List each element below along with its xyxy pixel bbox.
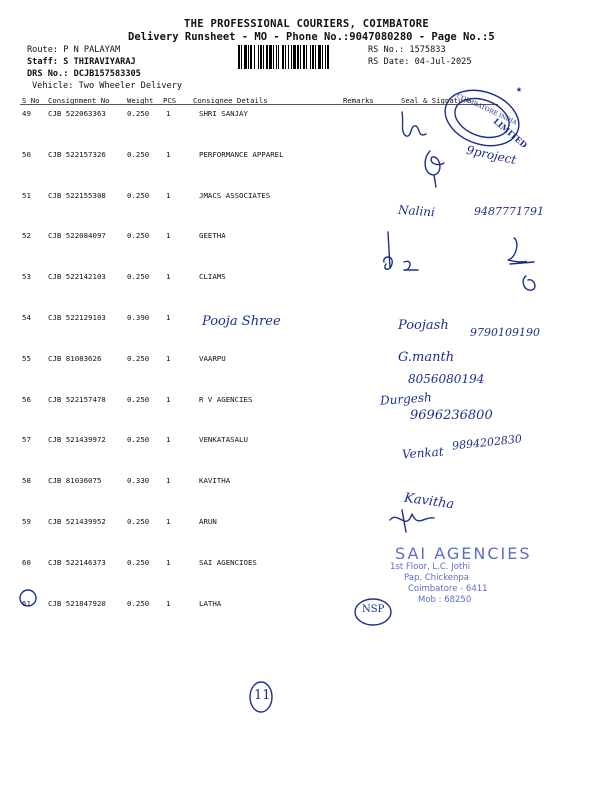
document-title: THE PROFESSIONAL COURIERS, COIMBATORE — [184, 18, 429, 30]
row-weight: 0.250 — [127, 354, 150, 363]
barcode-bar — [282, 45, 284, 69]
barcode-bar — [327, 45, 329, 69]
row-consignment-no: CJB 521439952 — [48, 517, 106, 526]
barcode-bar — [278, 45, 279, 69]
barcode-bar — [244, 45, 247, 69]
barcode-bar — [318, 45, 321, 69]
row-sno: 53 — [22, 272, 31, 281]
row-consignment-no: CJB 522155308 — [48, 191, 106, 200]
row-weight: 0.250 — [127, 435, 150, 444]
row-consignment-no: CJB 522129103 — [48, 313, 106, 322]
barcode-bar — [325, 45, 326, 69]
row-pcs: 1 — [166, 109, 171, 118]
sai-stamp-line3: Coimbatore - 6411 — [408, 584, 488, 594]
row-weight: 0.250 — [127, 231, 150, 240]
sai-stamp-line1: 1st Floor, L.C. Jothi — [390, 562, 470, 572]
vehicle-line — [32, 81, 182, 91]
barcode-bar — [273, 45, 274, 69]
barcode-bar — [276, 45, 277, 69]
sai-stamp-line4: Mob : 68250 — [418, 595, 472, 605]
col-weight: Weight — [127, 96, 154, 105]
row-sno: 57 — [22, 435, 31, 444]
row-consignment-no: CJB 522146373 — [48, 558, 106, 567]
drs-label: DRS No.: — [27, 69, 69, 79]
barcode-bar — [254, 45, 255, 69]
row-consignment-no: CJB 522084097 — [48, 231, 106, 240]
barcode-bar — [241, 45, 242, 69]
handwriting-row51-name: Nalini — [397, 202, 436, 220]
row-consignee: CLIAMS — [199, 272, 226, 281]
row-weight: 0.250 — [127, 191, 150, 200]
handwriting-row54-phone: 9790109190 — [470, 326, 540, 339]
row-weight: 0.250 — [127, 558, 150, 567]
vehicle-value: Two Wheeler Delivery — [78, 81, 183, 91]
drs-value: DCJB157583305 — [73, 69, 141, 79]
barcode-bar — [285, 45, 286, 69]
row-consignee: SHRI SANJAY — [199, 109, 248, 118]
col-consignee: Consignee Details — [193, 96, 268, 105]
header-divider — [20, 104, 498, 105]
row-pcs: 1 — [166, 272, 171, 281]
round-stamp-ltd: LIMITED — [491, 116, 530, 150]
barcode-bar — [312, 45, 314, 69]
row-sno: 49 — [22, 109, 31, 118]
row-weight: 0.250 — [127, 599, 150, 608]
route-value: P N PALAYAM — [63, 45, 121, 55]
row-sno: 55 — [22, 354, 31, 363]
barcode-bar — [288, 45, 289, 69]
barcode-bar — [248, 45, 249, 69]
col-consignment: Consignment No — [48, 96, 110, 105]
handwriting-row50: 9project — [465, 142, 518, 168]
row-pcs: 1 — [166, 476, 171, 485]
barcode-bar — [269, 45, 272, 69]
handwriting-row57-sign: Venkat — [401, 444, 445, 462]
barcode-bar — [258, 45, 259, 69]
barcode-bar — [293, 45, 296, 69]
row-consignment-no: CJB 521847920 — [48, 599, 106, 608]
staff-value: S THIRAVIYARAJ — [63, 57, 136, 67]
row-sno: 54 — [22, 313, 31, 322]
row-weight: 0.250 — [127, 109, 150, 118]
rs-date-line — [368, 57, 472, 67]
signature-row49 — [396, 108, 436, 148]
rs-no-line — [368, 45, 446, 55]
document-subtitle: Delivery Runsheet - MO - Phone No.:9047080280 - Page No.:5 — [128, 31, 495, 43]
row-sno: 61 — [22, 599, 31, 608]
barcode-bar — [291, 45, 292, 69]
barcode-bar — [266, 45, 268, 69]
rs-date-label: RS Date: — [368, 57, 410, 67]
row-consignee: KAVITHA — [199, 476, 231, 485]
handwriting-row59-sign: Kavitha — [403, 490, 456, 513]
barcode — [238, 45, 364, 69]
row-consignee: VAARPU — [199, 354, 226, 363]
barcode-bar — [310, 45, 311, 69]
row-consignee: JMACS ASSOCIATES — [199, 191, 271, 200]
col-pcs: PCS — [163, 96, 177, 105]
rs-date-value: 04-Jul-2025 — [414, 57, 472, 67]
sai-stamp-line2: Pap. Chickenpa — [404, 573, 469, 583]
row-sno: 56 — [22, 395, 31, 404]
row-consignment-no: CJB 522142103 — [48, 272, 106, 281]
row-consignment-no: CJB 521439972 — [48, 435, 106, 444]
row-sno: 58 — [22, 476, 31, 485]
handwriting-row56-sign: Durgesh — [379, 390, 433, 408]
row-pcs: 1 — [166, 558, 171, 567]
row-pcs: 1 — [166, 231, 171, 240]
sai-stamp-name: SAI AGENCIES — [395, 544, 532, 563]
row-consignee: LATHA — [199, 599, 222, 608]
row-pcs: 1 — [166, 517, 171, 526]
row-sno: 51 — [22, 191, 31, 200]
drs-line — [27, 69, 141, 79]
route-line — [27, 45, 120, 55]
signature-row52-53 — [374, 228, 554, 303]
col-remarks: Remarks — [343, 96, 374, 105]
row-weight: 0.330 — [127, 476, 150, 485]
row-consignee: R V AGENCIES — [199, 395, 253, 404]
staff-label: Staff: — [27, 57, 59, 67]
row-consignment-no: CJB 522157478 — [48, 395, 106, 404]
barcode-bar — [250, 45, 252, 69]
barcode-bar — [300, 45, 301, 69]
row61-circle — [18, 588, 38, 608]
round-stamp-text: COIMBATORE INDIA — [455, 92, 518, 127]
row-sno: 59 — [22, 517, 31, 526]
row-pcs: 1 — [166, 435, 171, 444]
handwriting-row57-phone: 9894202830 — [451, 432, 523, 453]
handwriting-row54-sign: Poojash — [398, 318, 449, 333]
vehicle-label: Vehicle: — [32, 81, 74, 91]
barcode-bar — [322, 45, 323, 69]
barcode-bar — [297, 45, 299, 69]
handwriting-row55-sign: G.manth — [398, 350, 455, 365]
staff-line — [27, 57, 136, 67]
row-consignment-no: CJB 522157326 — [48, 150, 106, 159]
row-pcs: 1 — [166, 395, 171, 404]
handwriting-row51-phone: 9487771791 — [474, 205, 544, 218]
row-pcs: 1 — [166, 354, 171, 363]
col-sno: S No — [22, 96, 40, 105]
row-consignee: ARUN — [199, 517, 217, 526]
handwriting-row54-consignee: Pooja Shree — [202, 314, 281, 329]
handwriting-row61-sign: NSP — [362, 604, 385, 615]
row-consignment-no: CJB 522063363 — [48, 109, 106, 118]
row-sno: 50 — [22, 150, 31, 159]
row-pcs: 1 — [166, 313, 171, 322]
row-consignee: SAI AGENCIOES — [199, 558, 257, 567]
barcode-bar — [303, 45, 305, 69]
handwriting-row56-phone: 9696236800 — [410, 408, 493, 423]
row-sno: 52 — [22, 231, 31, 240]
barcode-bar — [306, 45, 307, 69]
signature-row59 — [384, 506, 444, 536]
row-pcs: 1 — [166, 150, 171, 159]
col-signature: Seal & Signature — [401, 96, 472, 105]
row-weight: 0.250 — [127, 517, 150, 526]
barcode-bar — [260, 45, 262, 69]
rs-no-value: 1575833 — [409, 45, 446, 55]
rs-no-label: RS No.: — [368, 45, 405, 55]
row-weight: 0.390 — [127, 313, 150, 322]
handwriting-row55-phone: 8056080194 — [408, 372, 485, 386]
row-sno: 60 — [22, 558, 31, 567]
star-icon: ★ — [516, 84, 523, 95]
row-consignment-no: CJB 81083626 — [48, 354, 102, 363]
row-weight: 0.250 — [127, 272, 150, 281]
row-consignee: VENKATASALU — [199, 435, 248, 444]
row-weight: 0.250 — [127, 395, 150, 404]
page-mark: 11 — [254, 688, 271, 703]
barcode-bar — [238, 45, 240, 69]
barcode-bar — [315, 45, 316, 69]
row-weight: 0.250 — [127, 150, 150, 159]
barcode-bar — [263, 45, 264, 69]
row-consignee: PERFORMANCE APPAREL — [199, 150, 284, 159]
row-consignment-no: CJB 81036075 — [48, 476, 102, 485]
row-pcs: 1 — [166, 599, 171, 608]
route-label: Route: — [27, 45, 59, 55]
row-consignee: GEETHA — [199, 231, 226, 240]
signature-row50 — [418, 145, 458, 190]
row-pcs: 1 — [166, 191, 171, 200]
